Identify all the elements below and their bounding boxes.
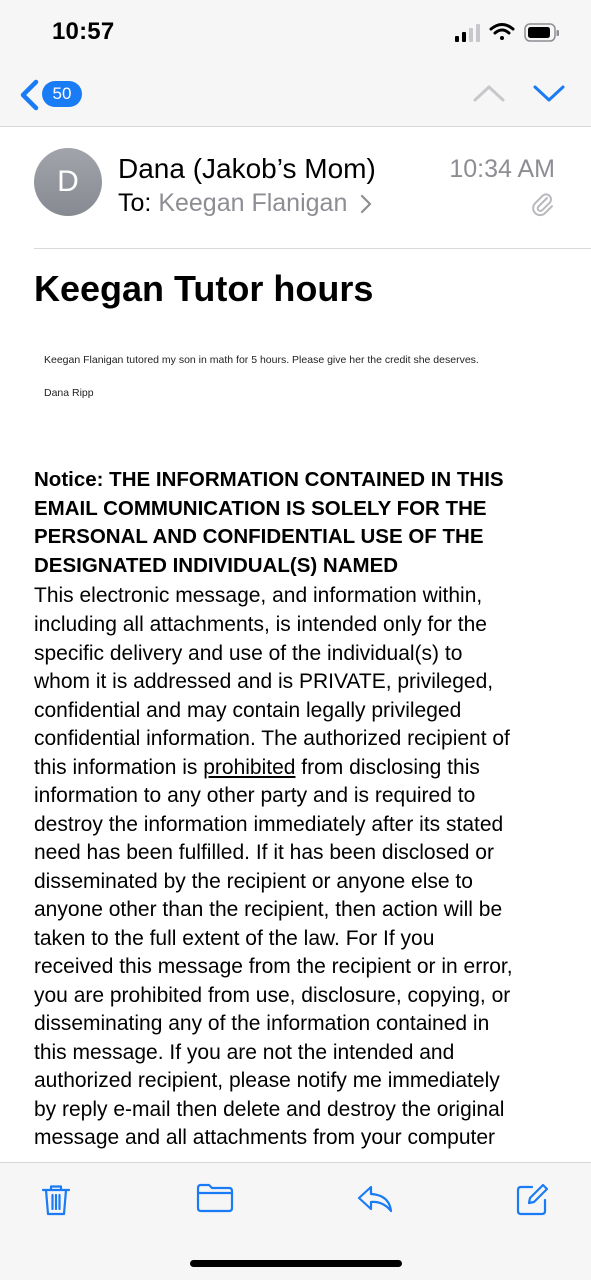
wifi-icon: [491, 25, 513, 41]
notice-line: confidential information. The authorized recipient of: [34, 727, 510, 750]
prohibited-underlined-word: prohibited: [203, 756, 296, 779]
notice-line: This electronic message, and information within,: [34, 584, 483, 607]
notice-line-with-underline: [34, 756, 480, 780]
notice-line: information to any other party and is required to: [34, 784, 476, 807]
chevron-up-icon[interactable]: [472, 82, 506, 104]
chevron-down-icon[interactable]: [532, 82, 566, 104]
status-icons: [455, 20, 561, 46]
signal-icon: [455, 24, 480, 42]
status-time: 10:57: [52, 18, 115, 45]
notice-line: authorized recipient, please notify me immediately: [34, 1069, 500, 1092]
mailbox-unread-count-badge[interactable]: 50: [42, 81, 82, 107]
notice-heading: Notice: THE INFORMATION CONTAINED IN THIS EMAIL COMMUNICATION IS SOLELY FOR THE PERSONAL AND CONFIDENTIAL USE OF THE DESIGNATED INDIVIDUAL(S) NAMED: [34, 468, 504, 577]
chevron-right-icon: [360, 194, 372, 214]
notice-text: this information is: [34, 756, 204, 779]
to-label: To:: [118, 189, 152, 217]
notice-text: from disclosing this: [295, 756, 480, 779]
paperclip-icon: [530, 190, 554, 218]
notice-line: disseminated by the recipient or anyone else to: [34, 870, 473, 893]
notice-line: by reply e-mail then delete and destroy the original: [34, 1098, 505, 1121]
header-divider: [34, 248, 591, 249]
body-message-text: Keegan Flanigan tutored my son in math for 5 hours. Please give her the credit she deserves.: [44, 354, 479, 366]
body-signature: Dana Ripp: [44, 387, 94, 399]
top-navigation-bar: [0, 0, 591, 127]
notice-line: received this message from the recipient or in error,: [34, 955, 513, 978]
notice-line: specific delivery and use of the individual(s) to: [34, 642, 463, 665]
notice-line: anyone other than the recipient, then action will be: [34, 898, 503, 921]
email-subject: Keegan Tutor hours: [34, 268, 374, 309]
notice-line: this message. If you are not the intended and: [34, 1041, 455, 1064]
notice-line: message and all attachments from your computer: [34, 1126, 496, 1149]
notice-line: whom it is addressed and is PRIVATE, privileged,: [34, 670, 494, 693]
notice-line: destroy the information immediately after its stated: [34, 813, 504, 836]
notice-line: you are prohibited from use, disclosure, copying, or: [34, 984, 511, 1007]
compose-icon[interactable]: [515, 1183, 549, 1217]
notice-line: taken to the full extent of the law. For If you: [34, 927, 435, 950]
reply-icon[interactable]: [356, 1183, 394, 1215]
battery-icon: [525, 24, 559, 41]
notice-line: disseminating any of the information contained in: [34, 1012, 490, 1035]
recipient-name[interactable]: Keegan Flanigan: [158, 189, 348, 217]
sender-avatar[interactable]: D: [34, 148, 102, 216]
message-time: 10:34 AM: [449, 155, 555, 183]
notice-line: confidential and may contain legally privileged: [34, 699, 462, 722]
trash-icon[interactable]: [40, 1183, 72, 1217]
notice-line: need has been fulfilled. If it has been disclosed or: [34, 841, 494, 864]
sender-name[interactable]: Dana (Jakob’s Mom): [118, 153, 376, 184]
home-indicator: [190, 1260, 402, 1267]
notice-line: including all attachments, is intended only for the: [34, 613, 487, 636]
folder-icon[interactable]: [196, 1183, 234, 1213]
recipient-line[interactable]: [118, 189, 372, 218]
